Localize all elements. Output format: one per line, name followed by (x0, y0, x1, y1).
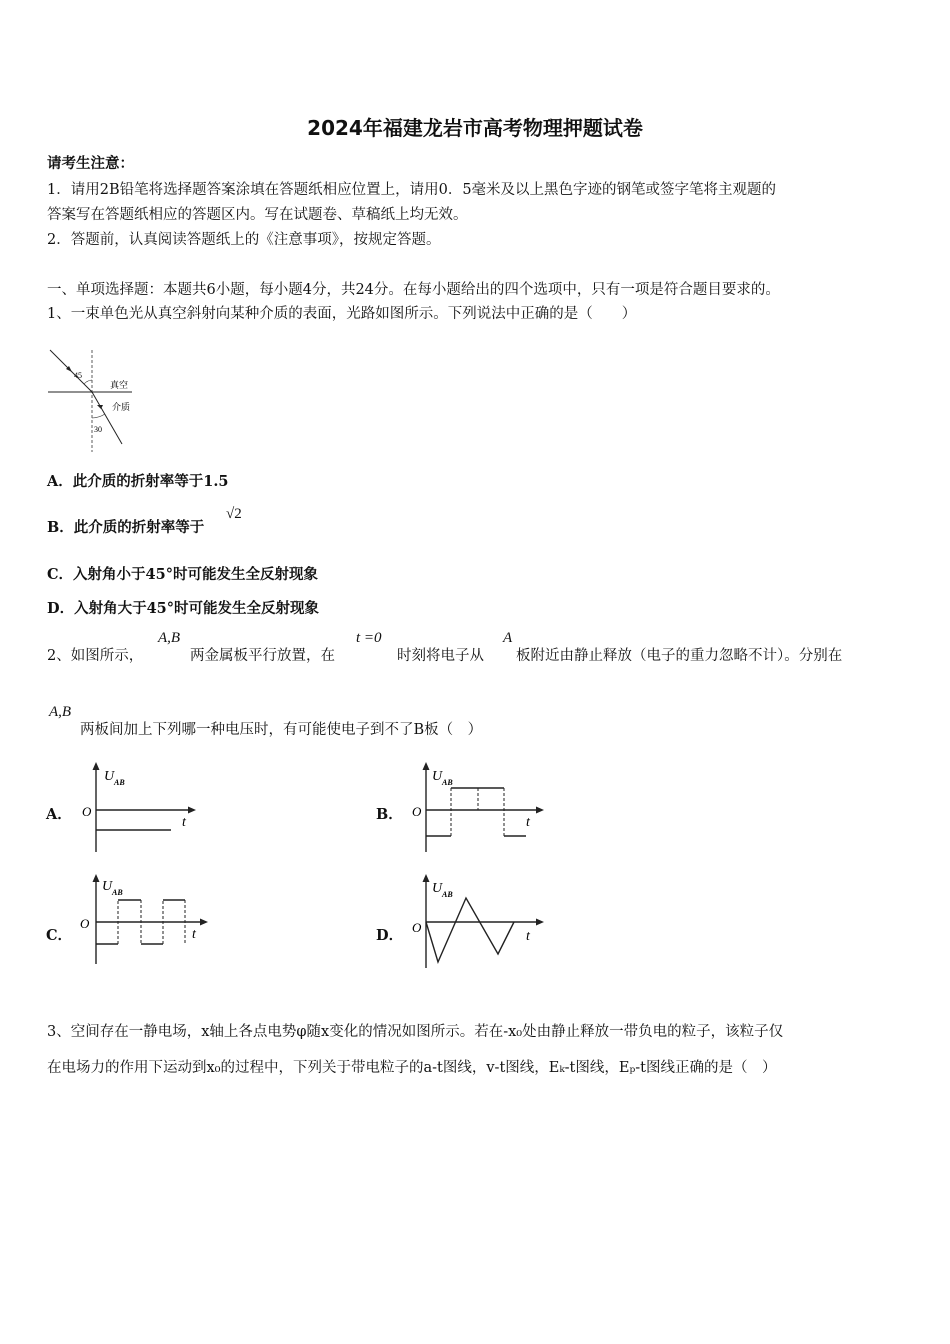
notice-item: 1．请用2B铅笔将选择题答案涂填在答题纸相应位置上，请用0．5毫米及以上黑色字迹的钢笔或签字笔将主观题的 (47, 182, 777, 198)
refract-angle-label: 30 (94, 425, 102, 434)
q2-stem-part2: 两金属板平行放置，在 (190, 648, 335, 664)
svg-text:O: O (80, 916, 90, 931)
refracted-arrow (97, 405, 103, 409)
vacuum-label: 真空 (110, 381, 129, 391)
q1-option-a: A．此介质的折射率等于1.5 (47, 473, 229, 490)
svg-text:AB: AB (442, 778, 453, 787)
q2-option-b-label: B． (376, 806, 403, 823)
incident-angle-label: 45 (74, 371, 82, 380)
q2-math-ab: A,B (158, 630, 181, 646)
q3-stem-line1: 3、空间存在一静电场，x轴上各点电势φ随x变化的情况如图所示。若在-x₀处由静止释放一带负电的粒子，该粒子仅 (47, 1024, 784, 1040)
medium-label: 介质 (112, 403, 131, 413)
notice-item: 2．答题前，认真阅读答题纸上的《注意事项》，按规定答题。 (47, 232, 441, 248)
q2-math-t: t =0 (356, 630, 382, 646)
graph-b (408, 760, 548, 856)
q2-math-a: A (503, 630, 513, 646)
svg-text:U: U (102, 879, 113, 894)
svg-text:AB: AB (112, 888, 123, 897)
sqrt-two: √2 (226, 506, 242, 522)
question-1-stem: 1、一束单色光从真空斜射向某种介质的表面，光路如图所示。下列说法中正确的是（ ） (47, 306, 637, 322)
axis-u-sub: AB (114, 778, 125, 787)
svg-text:O: O (412, 804, 422, 819)
q2-stem-part3: 时刻将电子从 (397, 648, 484, 664)
graph-a (78, 760, 203, 856)
svg-text:U: U (432, 769, 443, 784)
origin-label: O (82, 804, 92, 819)
section-heading: 一、单项选择题：本题共6小题，每小题4分，共24分。在每小题给出的四个选项中，只有一项是符合题目要求的。 (47, 282, 780, 298)
axis-u-label: U (104, 769, 115, 784)
notice-heading: 请考生注意： (47, 155, 134, 172)
q2-math-ab2: A,B (49, 704, 72, 720)
svg-text:t: t (526, 815, 530, 830)
notice-item: 答案写在答题纸相应的答题区内。写在试题卷、草稿纸上均无效。 (47, 207, 468, 223)
triangle-wave (426, 898, 514, 962)
q3-stem-line2: 在电场力的作用下运动到x₀的过程中，下列关于带电粒子的a-t图线，v-t图线，Eₖ-t图线，Eₚ-t图线正确的是（ ） (47, 1060, 777, 1076)
page-title: 2024年福建龙岩市高考物理押题试卷 (307, 116, 643, 140)
svg-text:t: t (526, 929, 530, 944)
q1-option-c: C．入射角小于45°时可能发生全反射现象 (47, 566, 318, 583)
axis-t-label: t (182, 815, 186, 830)
graph-d (408, 872, 548, 972)
q1-option-b: B．此介质的折射率等于 (47, 519, 205, 536)
svg-text:U: U (432, 881, 443, 896)
q2-option-a-label: A． (46, 806, 72, 823)
svg-text:t: t (192, 927, 196, 942)
q2-option-c-label: C． (46, 927, 73, 944)
q2-stem-part4: 板附近由静止释放（电子的重力忽略不计）。分别在 (516, 648, 843, 664)
graph-c (78, 872, 213, 968)
q2-option-d-label: D． (376, 927, 404, 944)
q2-stem-part1: 2、如图所示， (47, 648, 144, 664)
svg-text:O: O (412, 920, 422, 935)
q2-stem-part5: 两板间加上下列哪一种电压时，有可能使电子到不了B板（ ） (80, 722, 483, 738)
refracted-ray (92, 392, 122, 444)
svg-text:AB: AB (442, 890, 453, 899)
refraction-diagram (46, 348, 146, 456)
q1-option-d: D．入射角大于45°时可能发生全反射现象 (47, 600, 320, 617)
